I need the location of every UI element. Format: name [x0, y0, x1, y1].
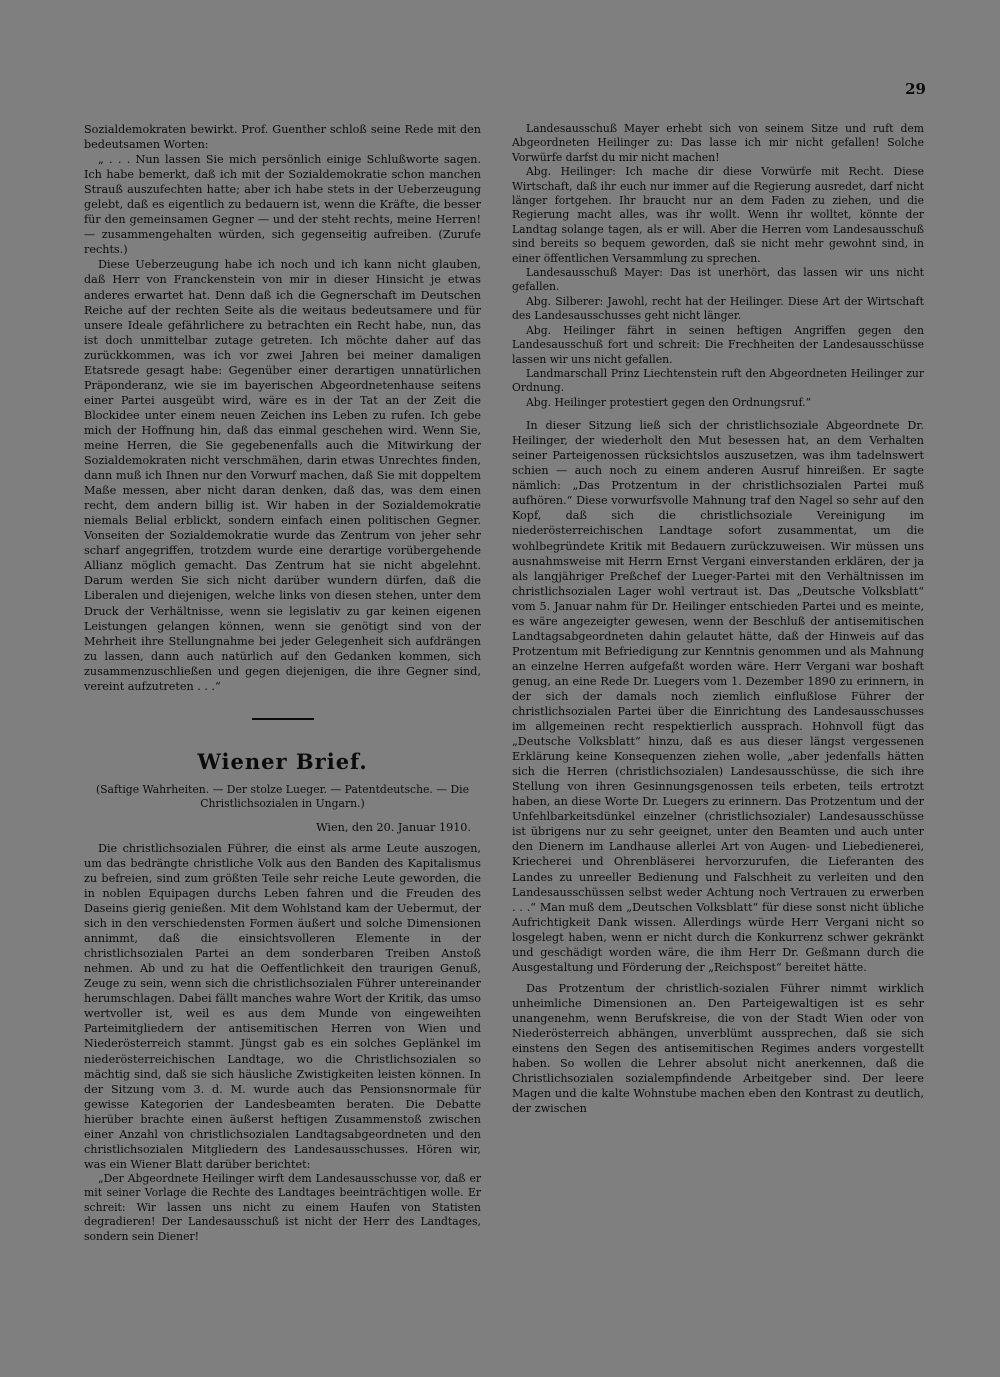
guenther-quote-paragraph-2: Diese Ueberzeugung habe ich noch und ich kann nicht glauben, daß Herr von Franckenstein von mir in dieser Hinsicht je etwas anderes erwartet hat. Denn daß ich die Gegnerschaft im Deutschen Reiche auf der rechten Seite als die weitaus bedeutsamere und für unsere Ideale gefährlichere zu betrachten ein Recht habe, nun, das ist doch unmittelbar zutage getreten. Ich möchte daher auf das zurückkommen, was ich vor zwei Jahren bei meiner damaligen Etatsrede gesagt habe: Gegenüber einer derartigen unnatürlichen Präponderanz, wie sie im bayerischen Abgeordnetenhause seitens einer Partei ausgeübt wird, wäre es in der Tat an der Zeit die Blockidee unter einem neuen Zeichen ins Leben zu rufen. Ich gebe mich der Hoffnung hin, daß das einmal geschehen wird. Wenn Sie, meine Herren, die Sie gegebenenfalls auch die Mitwirkung der Sozialdemokraten nicht verschmähen, darin etwas Unrechtes finden, dann muß ich Ihnen nur den Vorwurf machen, daß Sie mit doppeltem Maße messen, aber nicht daran denken, daß das, was dem einen recht, dem andern billig ist. Wir haben in der Sozialdemokratie niemals Belial erblickt, sondern einfach einen politischen Gegner. Vonseiten der Sozialdemokratie wurde das Zentrum von jeher sehr scharf angegriffen, trotzdem wurde eine derartige vorübergehende Allianz möglich gemacht. Das Zentrum hat sie nicht abgelehnt. Darum werden Sie sich nicht darüber wundern dürfen, daß die Liberalen und diejenigen, welche links von diesen stehen, unter dem Druck der Verhältnisse, wenn sie legislativ zu gar keinen eigenen Leistungen gelangen können, wenn sie genötigt sind von der Mehrheit ihre Stellungnahme bei jeder Gelegenheit sich aufdrängen zu lassen, dann auch natürlich auf den Gedanken kommen, sich zusammenzuschließen und gegen diejenigen, die ihre Gegner sind, vereint aufzutreten . . .“ — [84, 258, 481, 693]
page-number: 29 — [905, 80, 926, 98]
body-paragraph-2: Das Protzentum der christlich-sozialen Führer nimmt wirklich unheimliche Dimensionen an. Den Parteigewaltigen ist es sehr unangenehm, wenn Berufskreise, die von der Stadt Wien oder von Niederösterreich abhängen, unverblümt aussprechen, daß sie sich einstens den Segen des antisemitischen Regimes anders vorgestellt haben. So wollen die Lehrer absolut nicht anerkennen, daß die Christlichsozialen sozialempfindende Arbeitgeber sind. Der leere Magen und die kalte Wohnstube machen eben den Kontrast zu deutlich, der zwischen — [512, 981, 924, 1116]
quote-silberer: Abg. Silberer: Jawohl, recht hat der Heilinger. Diese Art der Wirtschaft des Landesausschusses geht nicht länger. — [512, 294, 924, 323]
article-subtitle: (Saftige Wahrheiten. — Der stolze Lueger. — Patentdeutsche. — Die Christlichsozialen in Ungarn.) — [95, 782, 470, 811]
quote-liechtenstein: Landmarschall Prinz Liechtenstein ruft den Abgeordneten Heilinger zur Ordnung. — [512, 366, 924, 395]
right-column — [512, 122, 924, 1116]
quote-heilinger-attack: Abg. Heilinger fährt in seinen heftigen Angriffen gegen den Landesausschuß fort und schreit: Die Frechheiten der Landesausschüsse lassen wir uns nicht gefallen. — [512, 323, 924, 366]
intro-paragraph: Sozialdemokraten bewirkt. Prof. Guenther schloß seine Rede mit den bedeutsamen Worten: — [84, 123, 481, 152]
quote-heilinger-protest: Abg. Heilinger protestiert gegen den Ordnungsruf.“ — [526, 395, 812, 409]
article-paragraph-1: Die christlichsozialen Führer, die einst als arme Leute auszogen, um das bedrängte christliche Volk aus den Banden des Kapitalismus zu befreien, sind zum größten Teile sehr reiche Leute geworden, die in noblen Equipagen durchs Leben fahren und die Freuden des Daseins gierig genießen. Mit dem Wohlstand kam der Uebermut, der sich in den verschiedensten Formen äußert und solche Dimensionen annimmt, daß die einsichtsvolleren Elemente in der christlichsozialen Partei an dem sonderbaren Treiben Anstoß nehmen. Ab und zu hat die Oeffentlichkeit den traurigen Genuß, Zeuge zu sein, wenn sich die christlichsozialen Führer untereinander herumschlagen. Dabei fällt manches wahre Wort der Kritik, das umso wertvoller ist, weil es aus dem Munde von eingeweihten Parteimitgliedern der antisemitischen Herren von Wien und Niederösterreich stammt. Jüngst gab es ein solches Geplänkel im niederösterreichischen Landtage, wo die Christlichsozialen so mächtig sind, daß sie sich häusliche Zwistigkeiten leisten können. In der Sitzung vom 3. d. M. wurde auch das Pensionsnormale für gewisse Kategorien der Landesbeamten beraten. Die Debatte hierüber brachte einen äußerst heftigen Zusammenstoß zwischen einer Anzahl von christlichsozialen Landtagsabgeordneten und den christlichsozialen Mitgliedern des Landesausschusses. Hören wir, was ein Wiener Blatt darüber berichtet: — [84, 841, 481, 1171]
section-divider — [252, 718, 314, 720]
article-title: Wiener Brief. — [197, 748, 368, 774]
article-quote: „Der Abgeordnete Heilinger wirft dem Landesausschusse vor, daß er mit seiner Vorlage die Rechte des Landtages beeinträchtigen wolle. Er schreit: Wir lassen uns nicht zu einem Haufen von Statisten degradieren! Der Landesausschuß ist nicht der Herr des Landtages, sondern sein Diener! — [84, 1171, 481, 1243]
left-column — [84, 122, 481, 1244]
body-paragraph-1: In dieser Sitzung ließ sich der christlichsoziale Abgeordnete Dr. Heilinger, der wiederholt den Mut besessen hat, an dem Verhalten seiner Parteigenossen rücksichtslos auszusetzen, was ihm tadelnswert schien — auch noch zu einem anderen Ausruf hinreißen. Er sagte nämlich: „Das Protzentum in der christlichsozialen Partei muß aufhören.“ Diese vorwurfsvolle Mahnung traf den Nagel so sehr auf den Kopf, daß sich die christlichsoziale Vereinigung im niederösterreichischen Landtage sofort zusammentat, um die wohlbegründete Kritik mit Bedauern zurückzuweisen. Wir müssen uns ausnahmsweise mit Herrn Ernst Vergani einverstanden erklären, der ja als langjähriger Preßchef der Lueger-Partei mit den Verhältnissen im christlichsozialen Lager wohl vertraut ist. Das „Deutsche Volksblatt“ vom 5. Januar nahm für Dr. Heilinger entschieden Partei und es meinte, es wäre angezeigter gewesen, wenn der Beschluß der antisemitischen Landtagsabgeordneten dahin gelautet hätte, daß der Hinweis auf das Protzentum mit Befriedigung zur Kenntnis genommen und als Mahnung an einzelne Herren aufgefaßt worden wäre. Herr Vergani war boshaft genug, an eine Rede Dr. Luegers vom 1. Dezember 1890 zu erinnern, in der sich der damals noch ziemlich einflußlose Führer der christlichsozialen Partei über die Einrichtung des Landesausschusses im allgemeinen recht respektierlich aussprach. Hohnvoll fügt das „Deutsche Volksblatt“ hinzu, daß es aus dieser längst vergessenen Erklärung keine Konsequenzen ziehen wolle, „aber jedenfalls hätten sich die Herren (christlichsozialen) Landesausschüsse, die sich ihre Stellung von ihren Gesinnungsgenossen teils erbeten, teils ertrotzt haben, an diese Worte Dr. Luegers zu erinnern. Das Protzentum und der Unfehlbarkeitsdünkel einzelner (christlichsozialer) Landesausschüsse ist übrigens nur zu sehr geeignet, unter den Beamten und auch unter den Dienern im Landhause allerlei Art von Augen- und Liebedienerei, Kriecherei und Ohrenbläserei hervorzurufen, die Lieferanten des Landes zu unreeller Bedienung und Falschheit zu verleiten und den Landesausschüssen selbst weder Achtung noch Vertrauen zu erwerben . . .“ Man muß dem „Deutschen Volksblatt“ für diese sonst nicht übliche Aufrichtigkeit Dank wissen. Allerdings würde Herr Vergani nicht so losgelegt haben, wenn er nicht durch die Konkurrenz schwer gekränkt und geschädigt worden wäre, die ihm Herr Dr. Geßmann durch die Ausgestaltung und Förderung der „Reichspost“ bereitet hätte. — [512, 419, 924, 974]
guenther-quote-paragraph-1: „ . . . Nun lassen Sie mich persönlich einige Schlußworte sagen. Ich habe bemerkt, daß ich mit der Sozialdemokratie schon manchen Strauß auszufechten hatte; aber ich habe stets in der Ueberzeugung gelebt, daß es eigentlich zu bedauern ist, wenn die Kräfte, die besser für den gemeinsamen Gegner — und der steht rechts, meine Herren! — zusammengehalten würden, sich gegenseitig aufreiben. (Zurufe rechts.) — [84, 153, 481, 257]
quote-mayer-reply: Landesausschuß Mayer erhebt sich von seinem Sitze und ruft dem Abgeordneten Heilinger zu: Das lasse ich mir nicht gefallen! Solche Vorwürfe darfst du mir nicht machen! — [512, 122, 924, 164]
article-dateline: Wien, den 20. Januar 1910. — [316, 820, 471, 834]
quote-mayer-protest: Landesausschuß Mayer: Das ist unerhört, das lassen wir uns nicht gefallen. — [512, 266, 924, 294]
quote-heilinger-reply: Abg. Heilinger: Ich mache dir diese Vorwürfe mit Recht. Diese Wirtschaft, daß ihr euch nur immer auf die Regierung ausredet, darf nicht länger fortgehen. Ihr braucht nur an dem Faden zu ziehen, und die Regierung macht alles, was ihr wollt. Wenn ihr wolltet, könnte der Landtag solange tagen, als er will. Aber die Herren vom Landesausschuß sind bereits so bequem geworden, daß sie nicht mehr gewohnt sind, in einer öffentlichen Versammlung zu sprechen. — [512, 165, 924, 265]
